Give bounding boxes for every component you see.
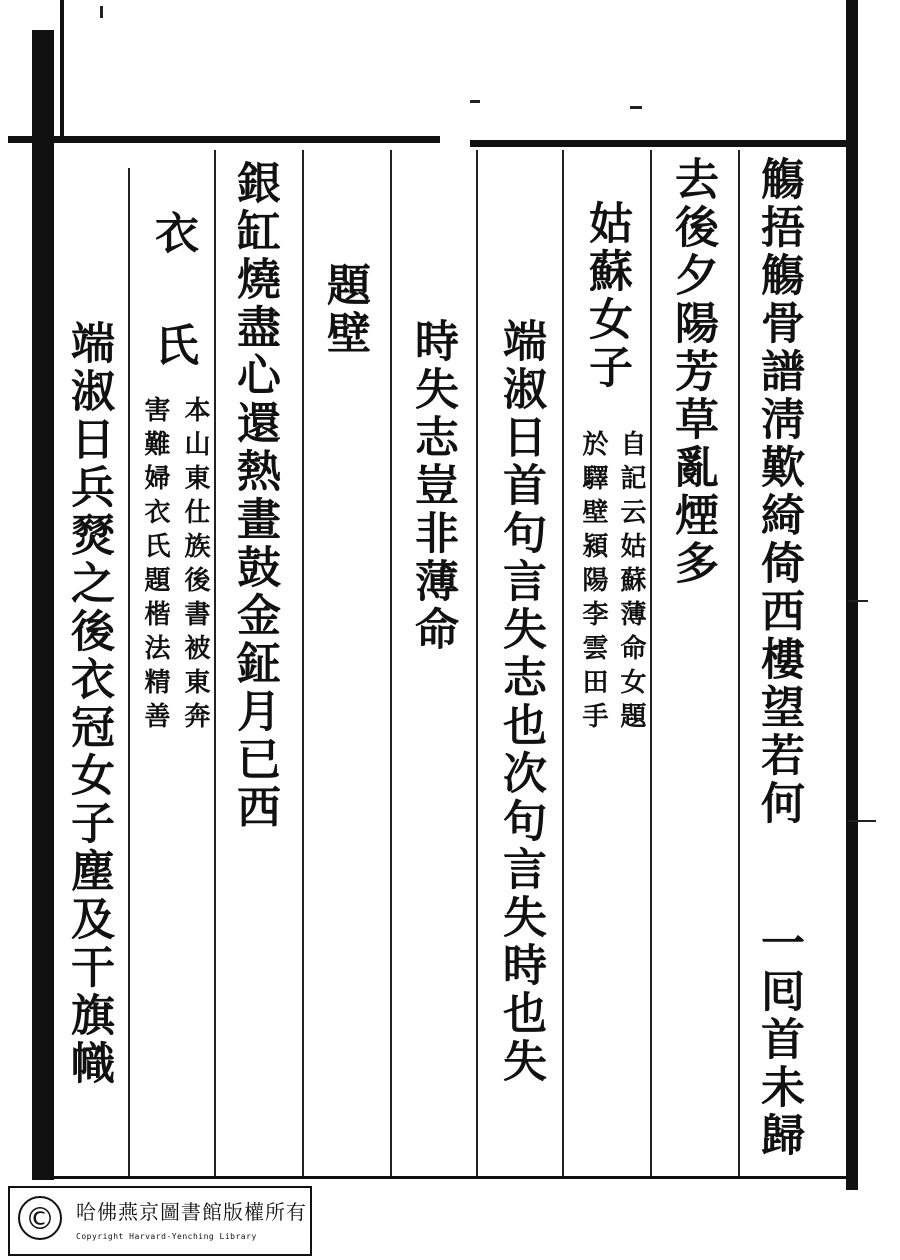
annotation-column-8b: 害難婦衣氏題楷法精善 — [140, 396, 170, 736]
text-column-7: 銀缸燒盡心還熱畫鼓金鉦月已西 — [229, 160, 280, 832]
left-binding-edge — [32, 30, 54, 1180]
copyright-title: 哈佛燕京圖書館版權所有 — [76, 1200, 307, 1224]
text-column-8-b: 氏 — [147, 322, 198, 370]
column-divider — [390, 150, 392, 1176]
column-divider — [128, 168, 130, 1176]
copyright-line: Copyright Harvard-Yenching Library — [76, 1232, 257, 1241]
scan-mark — [100, 6, 103, 18]
text-column-1: 觴捂觴骨譜淸歎綺倚西樓望若何 — [753, 156, 804, 828]
top-border-line-right — [470, 140, 850, 147]
scan-mark — [848, 600, 868, 602]
text-column-6-heading: 題壁 — [319, 262, 370, 358]
text-column-3: 姑蘇女子 — [581, 200, 632, 392]
right-page-edge — [846, 0, 858, 1190]
bottom-border-line — [54, 1176, 846, 1179]
column-divider — [650, 150, 652, 1176]
top-border-line — [8, 136, 440, 143]
scan-mark — [848, 820, 876, 822]
text-column-5: 時失志豈非薄命 — [407, 318, 458, 654]
text-column-4: 端淑日首句言失志也次句言失時也失 — [495, 318, 546, 1086]
text-column-8-a: 衣 — [147, 210, 198, 258]
copyright-icon: © — [18, 1196, 62, 1240]
column-divider — [476, 150, 478, 1176]
text-column-2: 去後夕陽芳草亂煙多 — [667, 156, 718, 588]
column-divider — [302, 150, 304, 1176]
scan-mark — [470, 100, 480, 103]
text-column-1-end: 一囘首未歸 — [753, 920, 804, 1160]
annotation-column-3b: 於驛壁潁陽李雲田手 — [578, 430, 608, 736]
column-divider — [562, 150, 564, 1176]
column-divider — [738, 150, 740, 1176]
left-edge-top-line — [60, 0, 64, 140]
scan-mark — [630, 106, 642, 109]
column-divider — [214, 150, 216, 1176]
copyright-stamp — [8, 1186, 312, 1256]
text-column-9: 端淑日兵燹之後衣冠女子塵及干旗幟 — [63, 320, 114, 1088]
annotation-column-8a: 本山東仕族後書被東奔 — [180, 396, 210, 736]
annotation-column-3a: 自記云姑蘇薄命女題 — [616, 430, 646, 736]
